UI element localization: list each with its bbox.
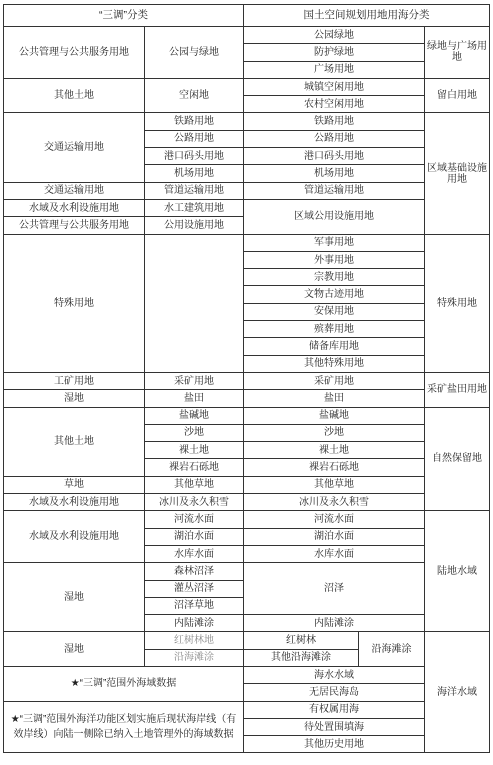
cell-public-service-a: 公共管理与公共服务用地 xyxy=(4,27,145,79)
cell-airport-right: 机场用地 xyxy=(244,165,425,182)
cell-other-land-a: 其他土地 xyxy=(4,78,145,113)
cell-sea-area-data: ★“三调”范围外海域数据 xyxy=(4,666,244,701)
cell-protective-green: 防护绿地 xyxy=(244,44,425,61)
cell-transport-a: 交通运输用地 xyxy=(4,113,145,182)
header-sandiao: “三调”分类 xyxy=(4,5,244,27)
cell-reserved: 留白用地 xyxy=(425,78,490,113)
cell-highway-right: 公路用地 xyxy=(244,130,425,147)
table-row xyxy=(4,563,490,580)
cell-special-right: 特殊用地 xyxy=(425,234,490,372)
land-classification-table xyxy=(3,4,490,753)
table-row xyxy=(4,27,490,44)
cell-wetland-b: 湿地 xyxy=(4,563,145,632)
cell-pending-reclaim: 待处置围填海 xyxy=(244,718,425,735)
cell-river-right: 河流水面 xyxy=(244,511,425,528)
cell-special-left: 特殊用地 xyxy=(4,234,145,372)
table-row xyxy=(4,78,490,95)
cell-public-service-b: 公共管理与公共服务用地 xyxy=(4,217,145,234)
table-row xyxy=(4,390,490,407)
cell-open-land: 空闲地 xyxy=(145,78,244,113)
table-row xyxy=(4,666,490,683)
cell-saline: 盐碱地 xyxy=(145,407,244,424)
cell-other-land-b: 其他土地 xyxy=(4,407,145,476)
cell-water-facility-b: 水域及水利设施用地 xyxy=(4,494,145,511)
cell-grass-swamp: 沼泽草地 xyxy=(145,597,244,614)
cell-glacier: 冰川及永久积雪 xyxy=(145,494,244,511)
cell-bare-rock-right: 裸岩石砾地 xyxy=(244,459,425,476)
cell-bare-rock: 裸岩石砾地 xyxy=(145,459,244,476)
cell-river: 河流水面 xyxy=(145,511,244,528)
cell-aquaculture: 海水水域 xyxy=(244,666,425,683)
cell-inland-beach: 内陆滩涂 xyxy=(145,615,244,632)
cell-mangrove: 红树林地 xyxy=(145,632,244,649)
cell-wetland-c: 湿地 xyxy=(4,632,145,667)
cell-sand-right: 沙地 xyxy=(244,424,425,441)
cell-heritage: 文物古迹用地 xyxy=(244,286,425,303)
table-row xyxy=(4,199,490,216)
cell-airport: 机场用地 xyxy=(145,165,244,182)
cell-water-facility-a: 水域及水利设施用地 xyxy=(4,199,145,216)
cell-wetland-a: 湿地 xyxy=(4,390,145,407)
table-row xyxy=(4,632,490,649)
cell-hydraulic: 水工建筑用地 xyxy=(145,199,244,216)
cell-pipeline: 管道运输用地 xyxy=(145,182,244,199)
cell-regional-infra: 区域基础设施用地 xyxy=(425,113,490,234)
cell-transport-b: 交通运输用地 xyxy=(4,182,145,199)
cell-rural-open: 农村空闲用地 xyxy=(244,96,425,113)
cell-lake: 湖泊水面 xyxy=(145,528,244,545)
cell-saline-right: 盐碱地 xyxy=(244,407,425,424)
cell-grassland: 草地 xyxy=(4,476,145,493)
cell-reservoir: 水库水面 xyxy=(145,545,244,562)
cell-public-facility: 公用设施用地 xyxy=(145,217,244,234)
cell-natural-reserve: 自然保留地 xyxy=(425,407,490,511)
cell-mining: 采矿用地 xyxy=(145,372,244,389)
cell-port-right: 港口码头用地 xyxy=(244,148,425,165)
cell-foreign: 外事用地 xyxy=(244,251,425,268)
cell-salt-pan: 盐田 xyxy=(145,390,244,407)
table-row xyxy=(4,476,490,493)
cell-railway: 铁路用地 xyxy=(145,113,244,130)
cell-mining-right: 采矿用地 xyxy=(244,372,425,389)
cell-coastal-beach: 沿海滩涂 xyxy=(145,649,244,666)
table-row xyxy=(4,407,490,424)
cell-religious: 宗教用地 xyxy=(244,269,425,286)
cell-sea-water: 海洋水域 xyxy=(425,632,490,753)
cell-coastal-beach-right: 沿海滩涂 xyxy=(359,632,425,667)
cell-bare-soil-right: 裸土地 xyxy=(244,442,425,459)
cell-forest-swamp: 森林沼泽 xyxy=(145,563,244,580)
table-row xyxy=(4,511,490,528)
table-row xyxy=(4,701,490,718)
table-header-row xyxy=(4,5,490,27)
cell-urban-open: 城镇空闲用地 xyxy=(244,78,425,95)
cell-green-square: 绿地与广场用地 xyxy=(425,27,490,79)
table-row xyxy=(4,234,490,251)
cell-bare-soil: 裸土地 xyxy=(145,442,244,459)
cell-shoreline-note: ★“三调”范围外海洋功能区划实施后现状海岸线（有效岸线）向陆一侧除已纳入土地管理外的海域数据 xyxy=(4,701,244,753)
cell-park-green: 公园与绿地 xyxy=(145,27,244,79)
cell-water-facility-c: 水域及水利设施用地 xyxy=(4,511,145,563)
classification-table-container xyxy=(3,4,489,753)
cell-other-historic: 其他历史用地 xyxy=(244,736,425,753)
cell-tidal-flat-right: 有权属用海 xyxy=(244,701,425,718)
cell-inland-beach-right: 内陆滩涂 xyxy=(244,615,425,632)
cell-regional-utility: 区域公用设施用地 xyxy=(244,199,425,234)
cell-other-grass: 其他草地 xyxy=(145,476,244,493)
cell-highway: 公路用地 xyxy=(145,130,244,147)
table-row xyxy=(4,372,490,389)
cell-other-grass-right: 其他草地 xyxy=(244,476,425,493)
cell-square: 广场用地 xyxy=(244,61,425,78)
header-spatial-planning: 国土空间规划用地用海分类 xyxy=(244,5,490,27)
table-row xyxy=(4,494,490,511)
cell-reserve-depot: 储备库用地 xyxy=(244,338,425,355)
cell-other-special: 其他特殊用地 xyxy=(244,355,425,372)
cell-uninhabited-island: 无居民海岛 xyxy=(244,684,425,701)
cell-pipeline-right: 管道运输用地 xyxy=(244,182,425,199)
cell-special-blank xyxy=(145,234,244,372)
cell-park-green-right: 公园绿地 xyxy=(244,27,425,44)
cell-military: 军事用地 xyxy=(244,234,425,251)
cell-industrial-mining: 工矿用地 xyxy=(4,372,145,389)
cell-salt-pan-right: 盐田 xyxy=(244,390,425,407)
cell-glacier-right: 冰川及永久积雪 xyxy=(244,494,425,511)
cell-sand: 沙地 xyxy=(145,424,244,441)
table-row xyxy=(4,113,490,130)
cell-funeral: 殡葬用地 xyxy=(244,321,425,338)
cell-port: 港口码头用地 xyxy=(145,148,244,165)
cell-mangrove-right: 红树林 xyxy=(244,632,359,649)
cell-other-coastal-beach: 其他沿海滩涂 xyxy=(244,649,359,666)
cell-reservoir-right: 水库水面 xyxy=(244,545,425,562)
cell-swamp: 沼泽 xyxy=(244,563,425,615)
cell-security: 安保用地 xyxy=(244,303,425,320)
cell-land-water: 陆地水域 xyxy=(425,511,490,632)
cell-shrub-swamp: 灌丛沼泽 xyxy=(145,580,244,597)
cell-railway-right: 铁路用地 xyxy=(244,113,425,130)
cell-lake-right: 湖泊水面 xyxy=(244,528,425,545)
cell-mining-salt: 采矿盐田用地 xyxy=(425,372,490,407)
table-row xyxy=(4,182,490,199)
